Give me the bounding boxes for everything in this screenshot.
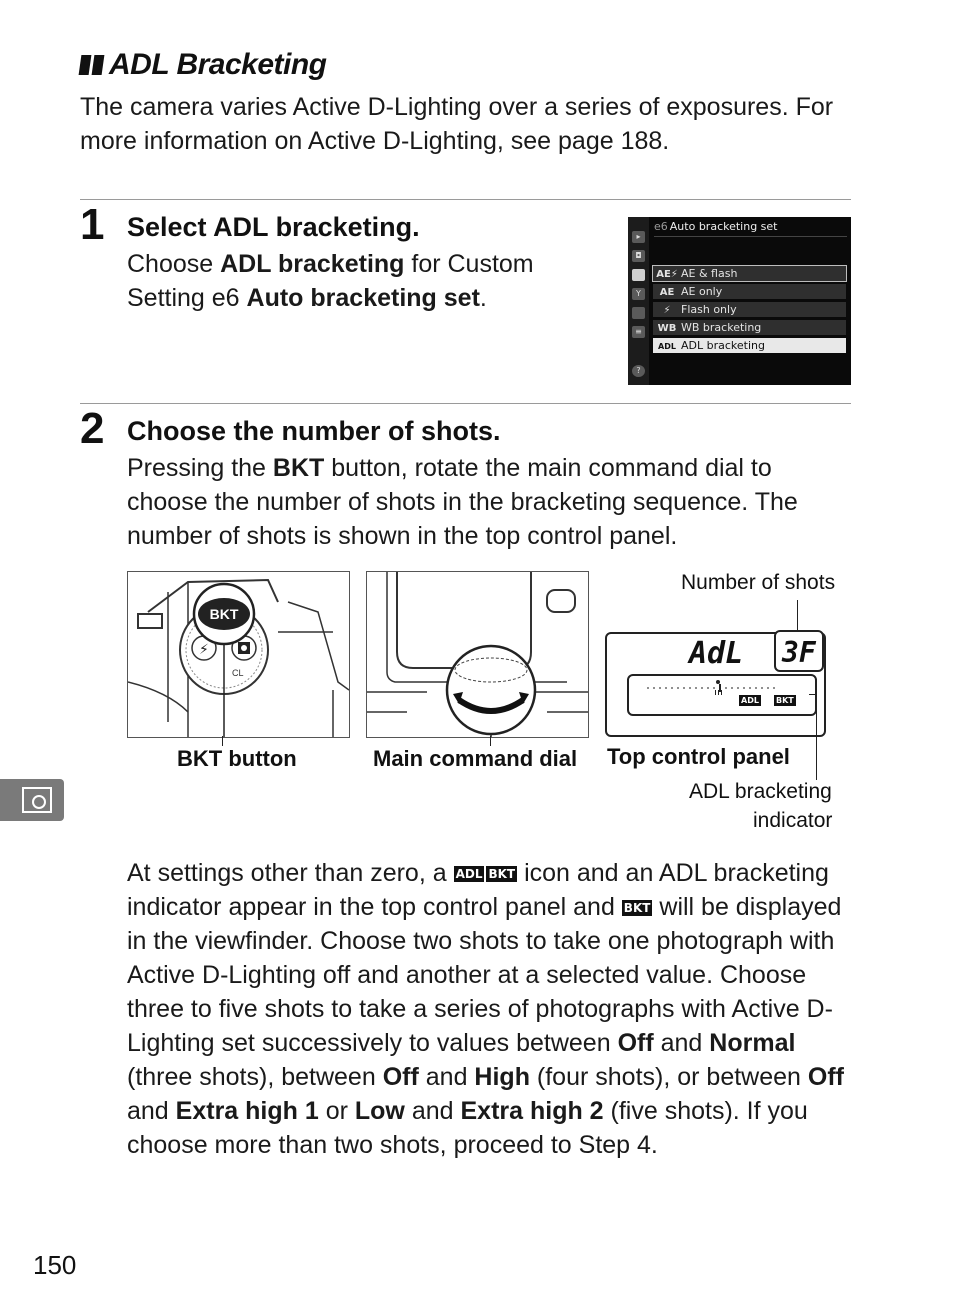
shots-highlight-box [774, 630, 824, 672]
body-text: will be displayed in the viewfinder. Choose two shots to take one photograph with Active D-Lighting off and another at a selected value. Choose three to five shots to take a series of photographs with Active D-Lighting set successively to values between [127, 893, 842, 1057]
menu-screenshot [628, 217, 851, 385]
menu-item-ae-flash[interactable] [653, 266, 846, 281]
command-dial-illustration [366, 571, 589, 738]
section-title: ADL Bracketing [109, 48, 327, 81]
menu-item-label: WB bracketing [681, 321, 762, 334]
menu-item-flash-only[interactable] [653, 302, 846, 317]
shots-label: Number of shots [681, 571, 836, 594]
step-2-text: Pressing the [127, 454, 273, 482]
menu-item-label: AE only [681, 285, 723, 298]
step-1-text: . [479, 284, 487, 312]
menu-item-label: ADL bracketing [681, 339, 765, 352]
pencil-icon [632, 269, 645, 281]
body-text: icon and an ADL bracketing indicator appear in the top control panel and [127, 859, 829, 921]
step-2-text: button, rotate the main command dial to choose the number of shots in the bracketing sequence. The number of shots is shown in the top control panel. [127, 454, 798, 550]
lcd-lower-panel [627, 674, 817, 716]
menu-code: e6 [654, 220, 668, 233]
menu-item-label: AE & flash [681, 267, 738, 280]
section-heading [80, 48, 327, 82]
body-bold: Extra high 1 [175, 1097, 319, 1125]
step-2-bold: BKT [272, 454, 325, 482]
body-bold: Off [617, 1029, 654, 1057]
body-bold: Extra high 2 [460, 1097, 604, 1125]
divider [80, 199, 851, 200]
dial-leader-line [490, 736, 491, 746]
bkt-button-label: BKT [209, 606, 239, 622]
body-paragraph [127, 856, 857, 1162]
heading-marker-icon [92, 55, 105, 75]
bkt-button-illustration [127, 571, 350, 738]
bkt-icon: BKT [488, 867, 516, 881]
menu-item-wb-bracketing[interactable] [653, 320, 846, 335]
step-2-title: Choose the number of shots. [127, 416, 501, 446]
indicator-leader-line [816, 694, 817, 780]
indicator-leader-line [809, 694, 816, 695]
body-text: At settings other than zero, a [127, 859, 454, 887]
body-text: and [127, 1097, 176, 1125]
lcd-adl-text: AdL [689, 636, 744, 671]
body-bold: Low [354, 1097, 405, 1125]
step-2-number: 2 [80, 404, 105, 453]
body-bold: Normal [709, 1029, 796, 1057]
wb-icon: WB [657, 323, 677, 334]
ae-icon: AE [659, 287, 675, 298]
menu-separator [654, 236, 847, 237]
chapter-tab [0, 779, 64, 821]
body-bold: Off [807, 1063, 844, 1091]
step-1-bold: ADL bracketing [220, 250, 405, 278]
step-1-body [127, 247, 567, 315]
lcd-adl-icon: ADL [741, 696, 759, 705]
menu-title-text: Auto bracketing set [669, 220, 778, 233]
bkt-button-caption: BKT button [177, 746, 297, 771]
body-bold: Off [382, 1063, 419, 1091]
divider [80, 403, 851, 404]
my-menu-icon: ≡ [632, 326, 645, 338]
ae-flash-icon: AE⚡ [656, 269, 678, 280]
body-text: and [404, 1097, 461, 1125]
body-text: (three shots), between [127, 1063, 383, 1091]
body-text: (five shots). If you choose more than two shots, proceed to Step 4. [127, 1097, 808, 1159]
dial-caption: Main command dial [373, 746, 578, 771]
cl-label: CL [232, 668, 244, 678]
step-1-number: 1 [80, 200, 105, 249]
lcd-shots-text: 3F [782, 636, 816, 669]
shots-leader-line [797, 600, 798, 630]
camera-top-left-drawing [128, 572, 349, 737]
page-number: 150 [33, 1250, 77, 1280]
svg-text:⚡: ⚡ [199, 642, 209, 658]
top-control-panel-drawing [605, 632, 826, 737]
body-text: and [653, 1029, 710, 1057]
panel-caption: Top control panel [607, 744, 790, 769]
wrench-icon: Y [632, 288, 645, 300]
menu-item-adl-bracketing[interactable] [653, 338, 846, 353]
step-1-bold: Auto bracketing set [246, 284, 480, 312]
step-1-text: for Custom Setting e6 [127, 250, 534, 312]
bkt-leader-line [222, 736, 223, 746]
adl-icon: ADL [658, 342, 676, 351]
intro-paragraph: The camera varies Active D-Lighting over a series of exposures. For more information on Active D-Lighting, see page 188. [80, 93, 834, 155]
menu-sidebar [628, 217, 649, 385]
lcd-bkt-icon: BKT [776, 696, 794, 705]
menu-item-ae-only[interactable] [653, 284, 846, 299]
indicator-label-line-2: indicator [753, 809, 833, 832]
step-1-text: Choose [127, 250, 221, 278]
flash-icon: ⚡ [663, 305, 671, 316]
body-bold: High [474, 1063, 530, 1091]
camera-back-drawing [367, 572, 588, 737]
body-text: (four shots), or between [529, 1063, 808, 1091]
body-text: or [318, 1097, 355, 1125]
bkt-icon: BKT [623, 901, 651, 915]
step-1-title-prefix: Select [127, 212, 214, 242]
playback-icon: ▸ [632, 231, 645, 243]
adl-icon: ADL [455, 867, 483, 881]
step-1-title-bold: ADL bracketing. [213, 212, 420, 242]
heading-marker-icon [79, 55, 92, 75]
menu-title [654, 220, 778, 233]
help-icon: ? [632, 365, 645, 377]
menu-item-label: Flash only [681, 303, 737, 316]
metering-icon [22, 787, 52, 813]
retouch-icon [632, 307, 645, 319]
step-2-body [127, 451, 857, 553]
indicator-label-line-1: ADL bracketing [689, 780, 832, 803]
step-1-title [127, 212, 420, 243]
camera-icon: ◘ [632, 250, 645, 262]
body-text: and [418, 1063, 475, 1091]
